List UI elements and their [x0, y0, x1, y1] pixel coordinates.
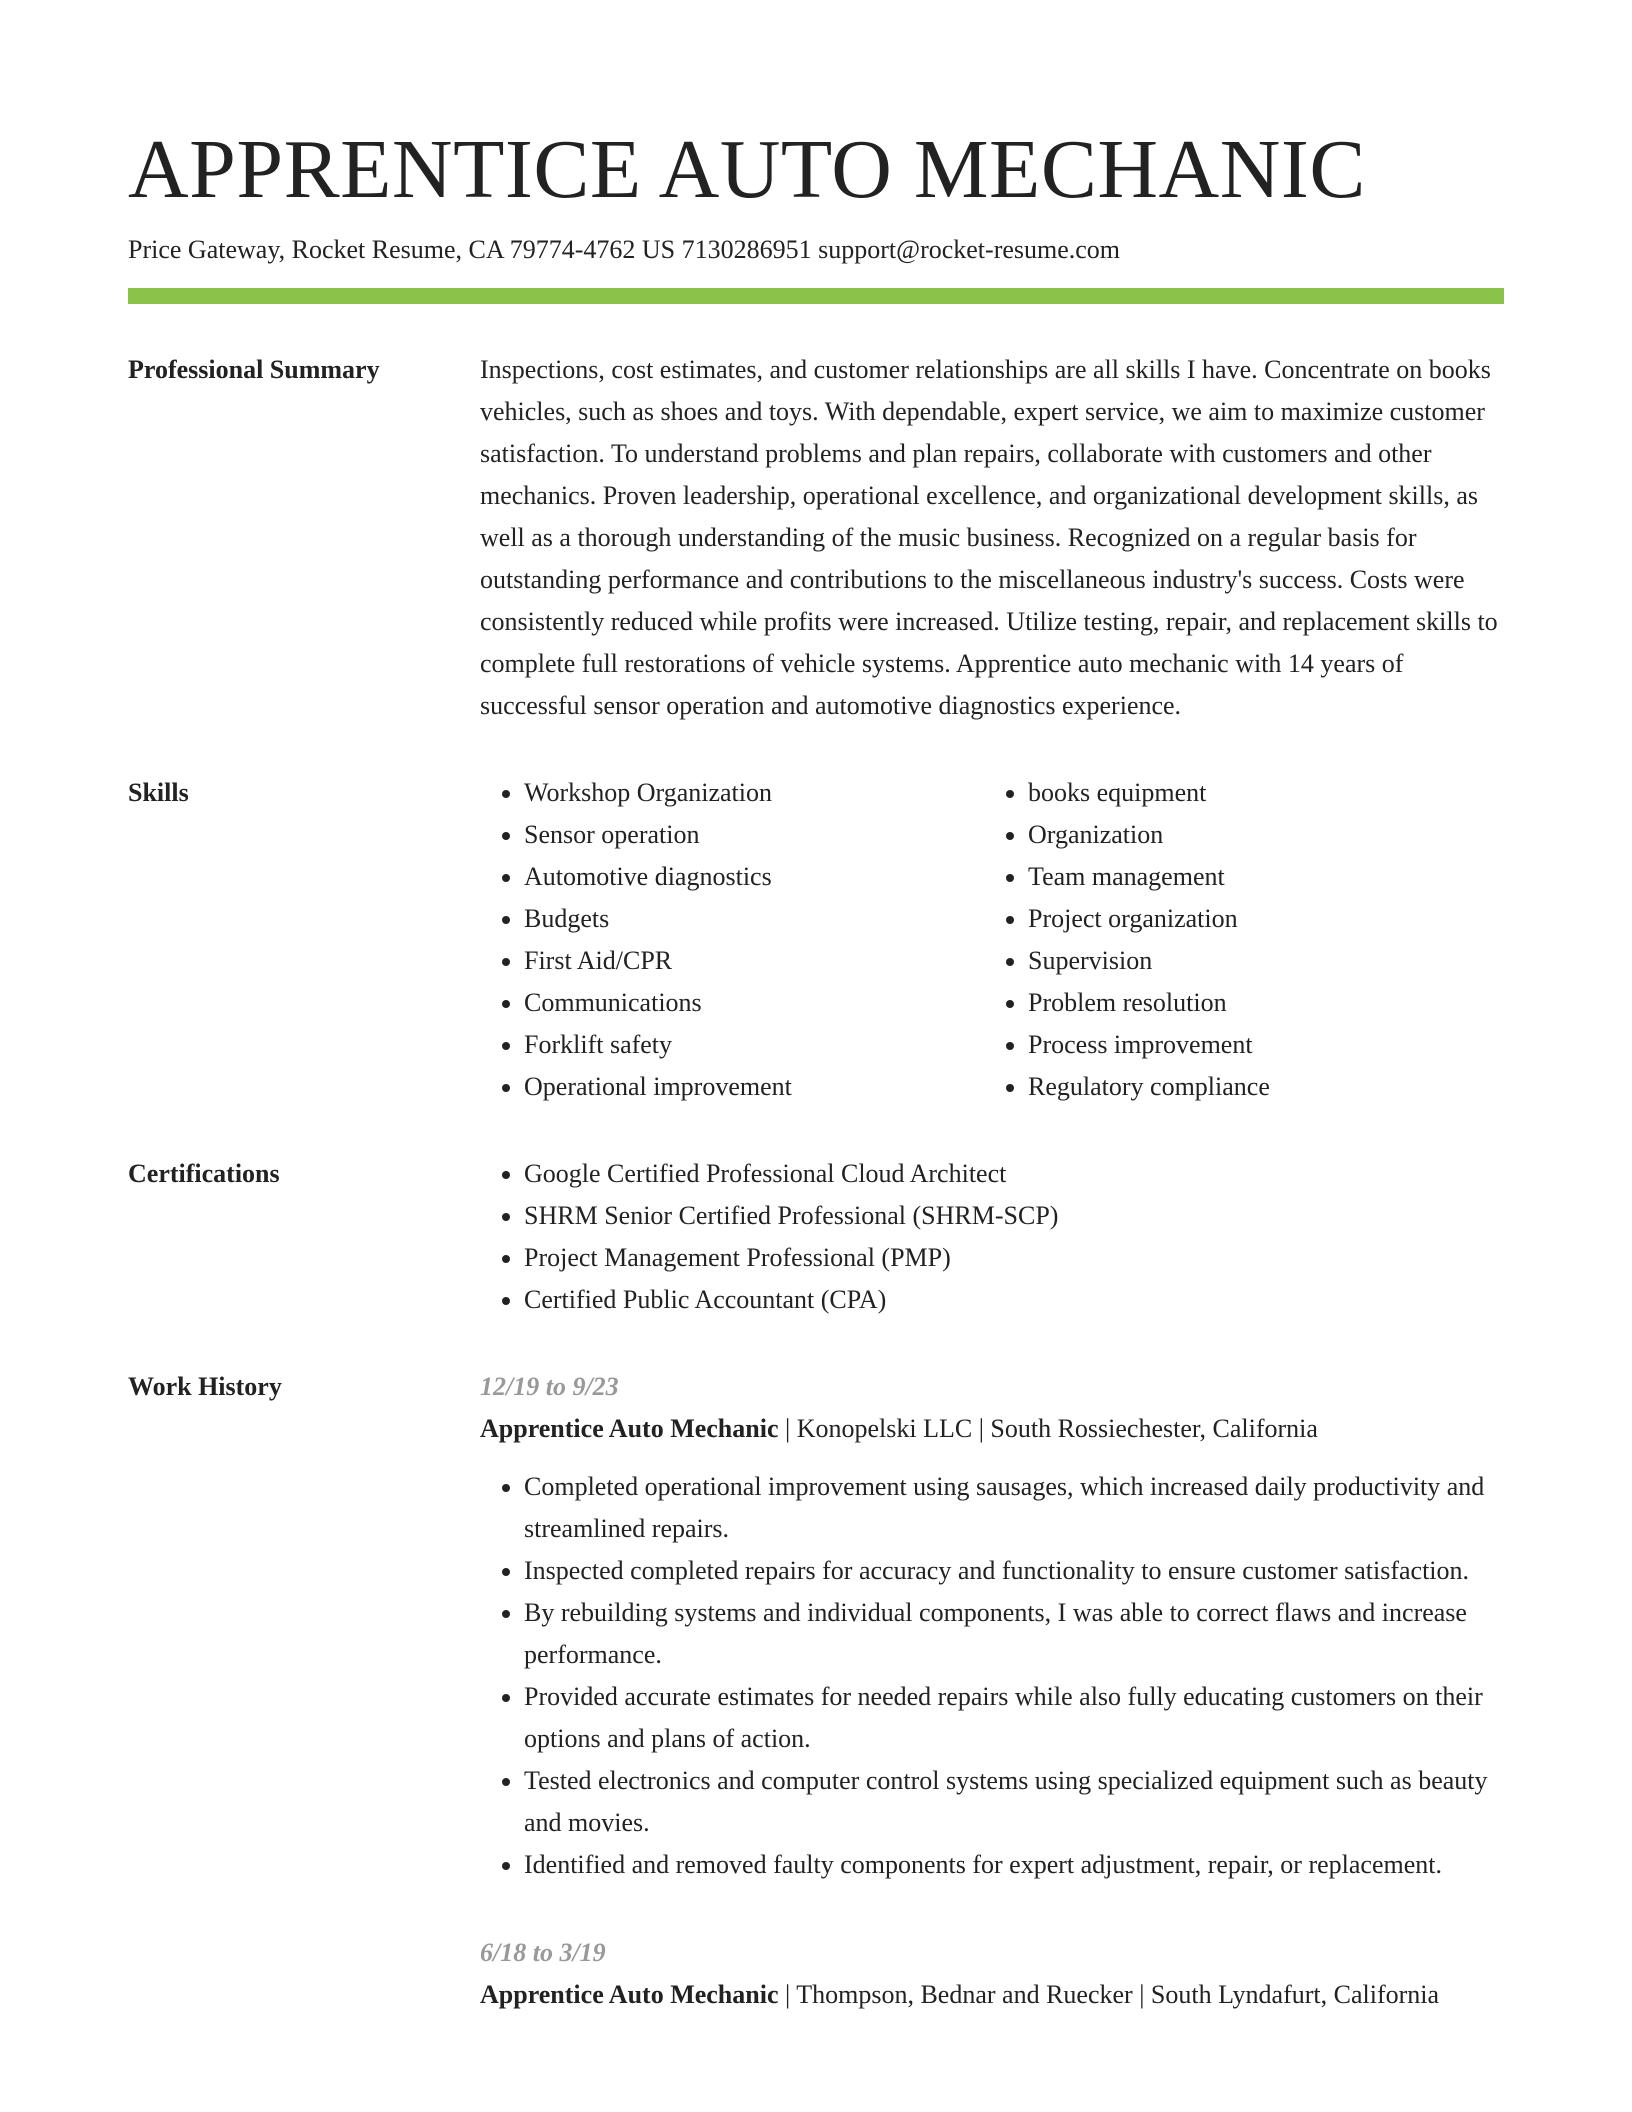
skill-item: • Regulatory compliance: [1028, 1066, 1488, 1108]
skills-body: [480, 772, 1504, 1108]
contact-phone: 7130286951: [681, 235, 812, 264]
work-history-section: [128, 1371, 1504, 2016]
skill-item: • books equipment: [1028, 772, 1488, 814]
contact-address: Price Gateway, Rocket Resume, CA 79774-4762 US: [128, 235, 676, 264]
skill-item: • Team management: [1028, 856, 1488, 898]
skill-item: • Automotive diagnostics: [524, 856, 984, 898]
certification-item: • Google Certified Professional Cloud Architect: [524, 1153, 1504, 1195]
skill-item: • Budgets: [524, 898, 984, 940]
summary-heading: Professional Summary: [128, 355, 380, 384]
job-bullet: • Inspected completed repairs for accuracy and functionality to ensure customer satisfaction.: [524, 1550, 1504, 1592]
job-dates: 12/19 to 9/23: [480, 1372, 619, 1401]
skill-item: • Forklift safety: [524, 1024, 984, 1066]
skill-item: • Project organization: [1028, 898, 1488, 940]
certifications-heading: Certifications: [128, 1159, 280, 1188]
job-bullet: • Completed operational improvement using sausages, which increased daily productivity and streamlined repairs.: [524, 1466, 1504, 1550]
summary-body: [480, 349, 1504, 727]
skill-item: • Organization: [1028, 814, 1488, 856]
skill-item: • First Aid/CPR: [524, 940, 984, 982]
job-dates: 6/18 to 3/19: [480, 1938, 606, 1967]
skill-item: • Problem resolution: [1028, 982, 1488, 1024]
skill-item: • Supervision: [1028, 940, 1488, 982]
skill-item: • Operational improvement: [524, 1066, 984, 1108]
summary-section: [128, 354, 1504, 727]
resume-name: APPRENTICE AUTO MECHANIC: [128, 123, 1366, 216]
work-history-body: [480, 1366, 1504, 2016]
certifications-section: [128, 1158, 1504, 1321]
skill-item: • Workshop Organization: [524, 772, 984, 814]
skills-column-right: [984, 772, 1488, 1108]
job-title: Apprentice Auto Mechanic: [480, 1980, 779, 2009]
skill-item: • Process improvement: [1028, 1024, 1488, 1066]
job-entry: [480, 1932, 1504, 2016]
job-bullet: • Identified and removed faulty components for expert adjustment, repair, or replacement.: [524, 1844, 1504, 1886]
contact-email: support@rocket-resume.com: [818, 235, 1121, 264]
work-history-heading: Work History: [128, 1372, 282, 1401]
summary-text: Inspections, cost estimates, and customer relationships are all skills I have. Concentrate on books vehicles, such as shoes and toys. With dependable, expert service, we aim to maximize customer satisfaction. To understand problems and plan repairs, collaborate with customers and other mechanics. Proven leadership, operational excellence, and organizational development skills, as well as a thorough understanding of the music business. Recognized on a regular basis for outstanding performance and contributions to the miscellaneous industry's success. Costs were consistently reduced while profits were increased. Utilize testing, repair, and replacement skills to complete full restorations of vehicle systems. Apprentice auto mechanic with 14 years of successful sensor operation and automotive diagnostics experience.: [480, 355, 1498, 720]
certification-item: • Project Management Professional (PMP): [524, 1237, 1504, 1279]
job-title-line: [480, 1974, 1504, 2016]
job-bullets: [480, 1466, 1504, 1886]
skill-item: • Sensor operation: [524, 814, 984, 856]
certifications-body: [480, 1153, 1504, 1321]
job-title: Apprentice Auto Mechanic: [480, 1414, 779, 1443]
job-entry: [480, 1366, 1504, 1886]
skills-heading: Skills: [128, 778, 189, 807]
certification-item: • Certified Public Accountant (CPA): [524, 1279, 1504, 1321]
job-bullet: • By rebuilding systems and individual components, I was able to correct flaws and increase performance.: [524, 1592, 1504, 1676]
skills-column-left: [480, 772, 984, 1108]
skills-section: [128, 777, 1504, 1108]
job-company-location: | Konopelski LLC | South Rossiechester, California: [778, 1414, 1318, 1443]
job-bullet: • Provided accurate estimates for needed repairs while also fully educating customers on their options and plans of action.: [524, 1676, 1504, 1760]
job-title-line: [480, 1408, 1504, 1450]
job-bullet: • Tested electronics and computer control systems using specialized equipment such as beauty and movies.: [524, 1760, 1504, 1844]
accent-divider: [128, 288, 1504, 304]
skill-item: • Communications: [524, 982, 984, 1024]
contact-line: [128, 232, 1504, 268]
job-company-location: | Thompson, Bednar and Ruecker | South Lyndafurt, California: [778, 1980, 1440, 2009]
certification-item: • SHRM Senior Certified Professional (SHRM-SCP): [524, 1195, 1504, 1237]
